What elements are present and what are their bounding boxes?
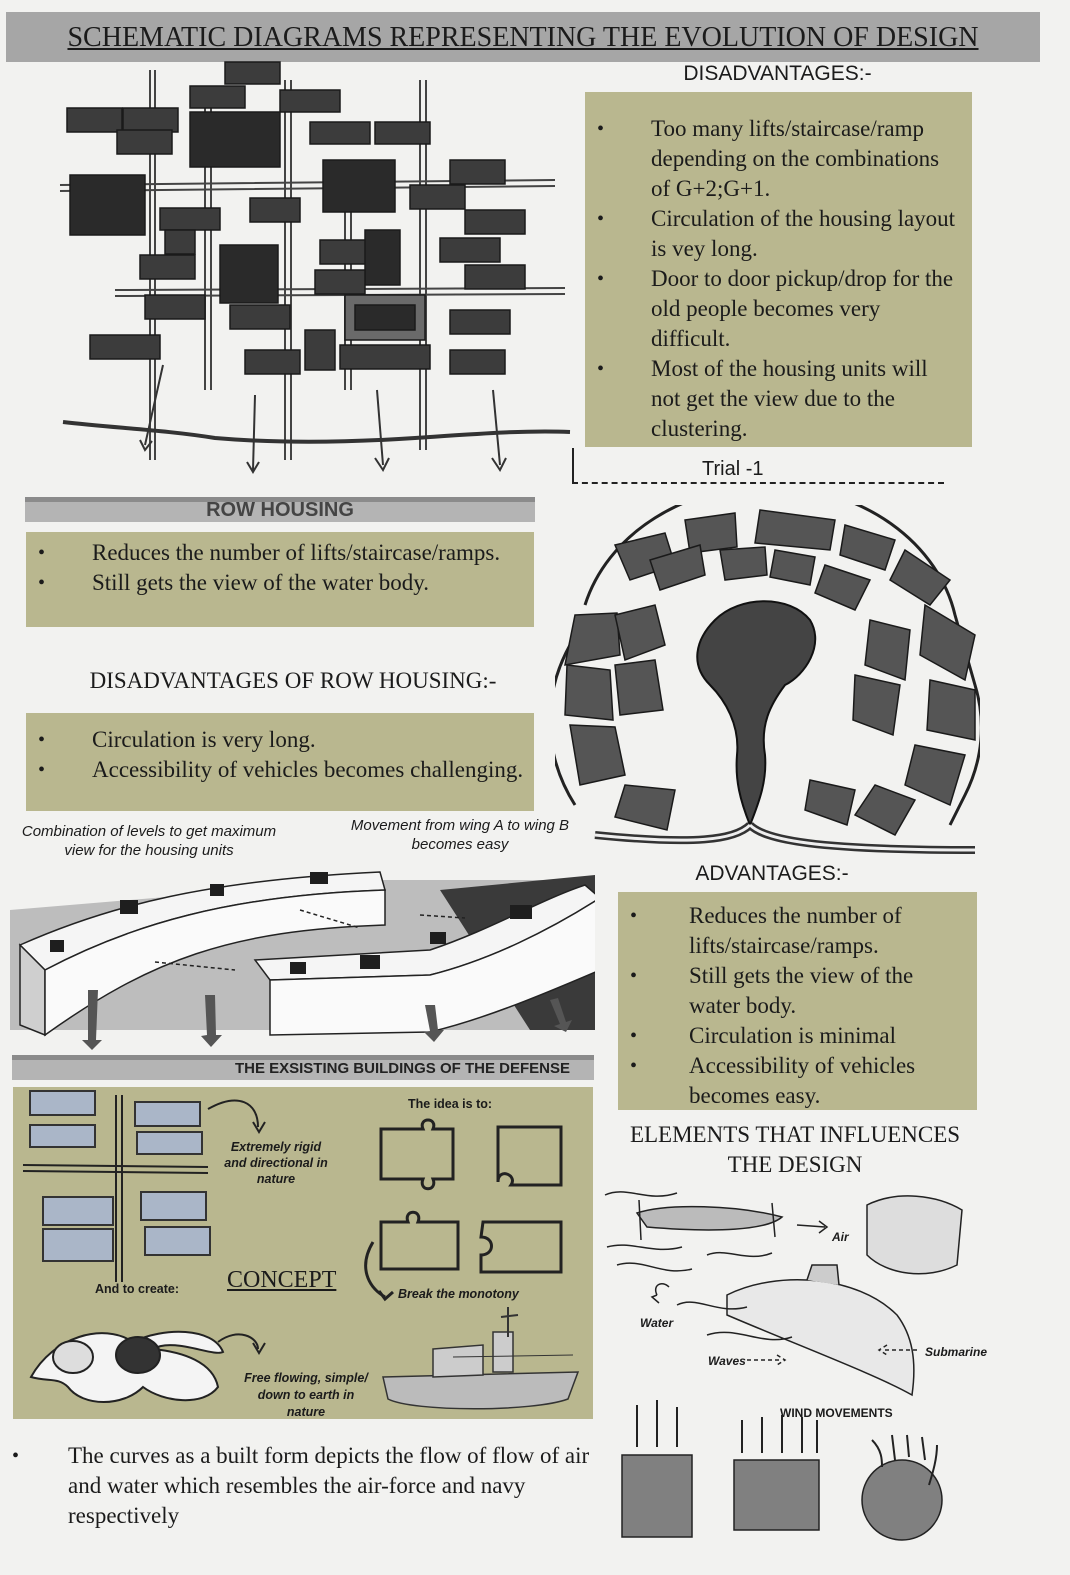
wind-movements (622, 1400, 942, 1540)
row-housing-list (26, 538, 524, 598)
aircraft-sketch (605, 1192, 962, 1274)
row-housing-band (25, 497, 535, 522)
advantages-list (618, 901, 969, 1111)
existing-grid-blocks (30, 1091, 210, 1261)
page-title-text: SCHEMATIC DIAGRAMS REPRESENTING THE EVOLUTION OF DESIGN (67, 22, 979, 53)
advantages-box (618, 892, 977, 1110)
disadvantages-box (585, 92, 972, 447)
elements-sketch (597, 1185, 977, 1575)
existing-buildings-band (12, 1055, 594, 1080)
disadvantages-list (585, 114, 958, 444)
cluster-housing-sketch (55, 60, 580, 480)
advantage-item: • Accessibility of vehicles becomes easy. (618, 1051, 969, 1111)
disadvantage-item: • Door to door pickup/drop for the old people becomes very difficult. (585, 264, 958, 354)
navy-ship (383, 1307, 578, 1409)
row-housing-item: • Reduces the number of lifts/staircase/ramps. (26, 538, 524, 568)
concept-organic-shape (31, 1332, 265, 1402)
puzzle-pieces (366, 1120, 561, 1299)
water-label: Water (640, 1316, 674, 1330)
waves-label: Waves (708, 1354, 746, 1368)
row-housing-disadvantage-item: • Accessibility of vehicles becomes challenging. (26, 755, 524, 785)
concept-title: CONCEPT (227, 1267, 337, 1293)
page-title (6, 12, 1040, 62)
row-housing-disadvantages-list (26, 725, 524, 785)
row-housing-band-label: ROW HOUSING (206, 499, 354, 521)
wind-label: WIND MOVEMENTS (780, 1406, 893, 1420)
row-housing-disadvantages-box (26, 713, 534, 811)
row-housing-disadvantages-heading: DISADVANTAGES OF ROW HOUSING:- (89, 668, 497, 693)
view-arrows (140, 365, 506, 472)
disadvantage-item: • Too many lifts/staircase/ramp depending on the combinations of G+2;G+1. (585, 114, 958, 204)
existing-buildings-band-label: THE EXSISTING BUILDINGS OF THE DEFENSE (234, 1060, 570, 1077)
conclusion-item: • The curves as a built form depicts the flow of flow of air and water which resembles the air-force and navy respectively (0, 1441, 590, 1531)
radial-housing-sketch (555, 505, 980, 867)
submarine-label: Submarine (925, 1345, 988, 1359)
trial-label: Trial -1 (702, 458, 764, 480)
advantage-item: • Circulation is minimal (618, 1021, 969, 1051)
row-housing-disadvantage-item: • Circulation is very long. (26, 725, 524, 755)
annotation-movement: Movement from wing A to wing B becomes easy (350, 817, 570, 853)
cluster-blocks (67, 62, 525, 374)
disadvantage-item: • Most of the housing units will not get the view due to the clustering. (585, 354, 958, 444)
elements-heading: ELEMENTS THAT INFLUENCES THE DESIGN (629, 1122, 961, 1177)
annotation-levels: Combination of levels to get maximum view for the housing units (21, 823, 277, 859)
row-housing-item: • Still gets the view of the water body. (26, 568, 524, 598)
conclusion-list (0, 1441, 590, 1531)
advantages-heading: ADVANTAGES:- (695, 862, 849, 885)
disadvantages-heading: DISADVANTAGES:- (683, 62, 872, 85)
idea-label: The idea is to: (408, 1097, 493, 1111)
create-label: And to create: (95, 1282, 180, 1296)
concept-panel (13, 1087, 593, 1419)
water-edge-line (63, 422, 570, 442)
break-label: Break the monotony (398, 1287, 519, 1301)
free-flowing-label: Free flowing, simple/ down to earth in nature (244, 1371, 368, 1419)
advantage-item: • Still gets the view of the water body. (618, 961, 969, 1021)
rigid-note: Extremely rigid and directional in nature (224, 1140, 328, 1186)
air-label: Air (832, 1230, 849, 1244)
advantage-item: • Reduces the number of lifts/staircase/ramps. (618, 901, 969, 961)
disadvantage-item: • Circulation of the housing layout is vey long. (585, 204, 958, 264)
row-housing-3d-sketch (10, 850, 595, 1050)
row-housing-advantages-box (26, 532, 534, 627)
